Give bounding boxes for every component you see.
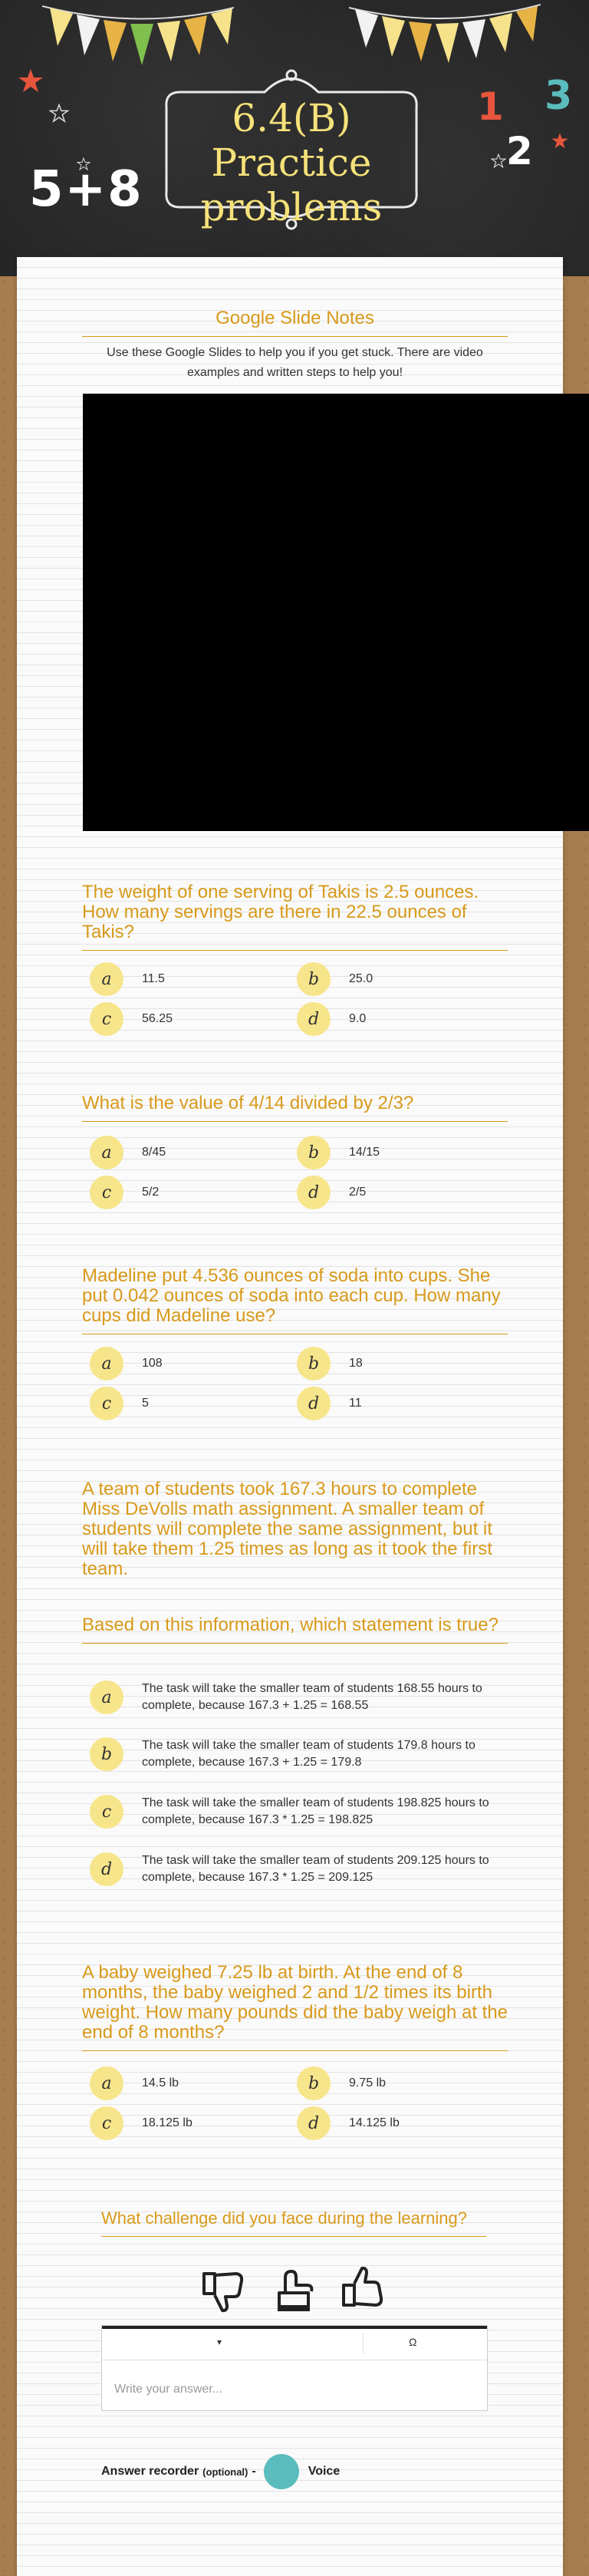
star-outline-icon <box>491 153 506 169</box>
q1-option-d[interactable] <box>297 1002 366 1036</box>
q4-option-c[interactable] <box>90 1795 502 1829</box>
page-title <box>150 96 433 229</box>
option-letter-badge: c <box>90 1387 123 1420</box>
thumbs-sideways-icon[interactable] <box>268 2262 322 2314</box>
q5-option-c[interactable] <box>90 2106 192 2140</box>
option-letter-badge: b <box>297 962 331 996</box>
star-icon <box>551 132 569 150</box>
option-letter-badge: d <box>297 1176 331 1209</box>
question-4-intro: A team of students took 167.3 hours to complete Miss DeVolls math assignment. A smaller team of students will complete the same assignment, but it will take them 1.25 times as long as it took the first team. <box>82 1479 492 1579</box>
option-letter-badge: d <box>297 2106 331 2140</box>
option-letter-badge: b <box>297 2066 331 2100</box>
page-title-line2: problems <box>200 185 383 229</box>
q4-option-b[interactable] <box>90 1737 502 1771</box>
star-outline-icon <box>49 104 69 124</box>
chalk-number-2: 2 <box>506 129 533 173</box>
option-text: 56.25 <box>142 1012 173 1025</box>
question-3-text: Madeline put 4.536 ounces of soda into cups. She put 0.042 ounces of soda into each cup. How many cups did Madeline use? <box>82 1266 508 1334</box>
answer-recorder <box>101 2454 340 2489</box>
option-text: 14.125 lb <box>349 2116 400 2129</box>
reflection-question: What challenge did you face during the learning? <box>101 2208 486 2237</box>
q3-option-d[interactable] <box>297 1387 362 1420</box>
recorder-optional-label: (optional) <box>202 2466 248 2478</box>
option-text: 18.125 lb <box>142 2116 192 2129</box>
option-text: The task will take the smaller team of students 209.125 hours to complete, because 167.3 * 1.25 = 209.125 <box>142 1854 489 1884</box>
option-text: 14/15 <box>349 1146 380 1159</box>
q3-option-b[interactable] <box>297 1347 363 1380</box>
thumbs-up-icon[interactable] <box>337 2265 391 2311</box>
chalkboard-header <box>0 0 589 276</box>
option-letter-badge: b <box>297 1347 331 1380</box>
q4-option-a[interactable] <box>90 1681 502 1714</box>
q3-option-a[interactable] <box>90 1347 163 1380</box>
google-slides-embed[interactable] <box>83 394 589 831</box>
q4-option-d[interactable] <box>90 1852 502 1886</box>
q1-option-c[interactable] <box>90 1002 173 1036</box>
voice-label: Voice <box>308 2465 341 2478</box>
option-text: 9.0 <box>349 1012 367 1025</box>
q5-option-a[interactable] <box>90 2066 179 2100</box>
option-letter-badge: b <box>90 1737 123 1771</box>
option-text: 11.5 <box>142 972 165 985</box>
answer-input[interactable]: Write your answer... <box>114 2383 223 2396</box>
question-4-text: Based on this information, which statement is true? <box>82 1615 508 1644</box>
q5-option-b[interactable] <box>297 2066 386 2100</box>
option-text: 5 <box>142 1397 149 1410</box>
chalk-number-3: 3 <box>545 73 573 119</box>
voice-record-button[interactable] <box>264 2454 299 2489</box>
option-letter-badge: c <box>90 1002 123 1036</box>
option-letter-badge: d <box>90 1852 123 1886</box>
option-letter-badge: a <box>90 962 123 996</box>
chalk-number-1: 1 <box>477 84 504 129</box>
option-text: The task will take the smaller team of students 179.8 hours to complete, because 167.3 + 1.25 = 179.8 <box>142 1739 475 1769</box>
option-letter-badge: c <box>90 2106 123 2140</box>
slides-description: Use these Google Slides to help you if you get stuck. There are video examples and written steps to help you! <box>107 346 483 379</box>
option-text: 25.0 <box>349 972 373 985</box>
option-letter-badge: a <box>90 1681 123 1714</box>
option-letter-badge: d <box>297 1387 331 1420</box>
option-letter-badge: b <box>297 1136 331 1169</box>
page-title-line1: 6.4(B) Practice <box>211 96 372 185</box>
option-letter-badge: c <box>90 1176 123 1209</box>
recorder-label: Answer recorder <box>101 2465 199 2478</box>
answer-editor <box>101 2325 488 2411</box>
question-2-text: What is the value of 4/14 divided by 2/3? <box>82 1093 508 1122</box>
q3-option-c[interactable] <box>90 1387 149 1420</box>
question-1-text: The weight of one serving of Takis is 2.5 ounces. How many servings are there in 22.5 ounces of Takis? <box>82 882 508 951</box>
q2-option-d[interactable] <box>297 1176 366 1209</box>
slides-title: Google Slide Notes <box>82 308 508 337</box>
q1-option-a[interactable] <box>90 962 165 996</box>
question-5-text: A baby weighed 7.25 lb at birth. At the end of 8 months, the baby weighed 2 and 1/2 times its birth weight. How many pounds did the baby weigh at the end of 8 months? <box>82 1963 508 2051</box>
option-text: The task will take the smaller team of students 198.825 hours to complete, because 167.3 * 1.25 = 198.825 <box>142 1796 489 1826</box>
editor-toolbar <box>102 2326 487 2360</box>
option-letter-badge: a <box>90 1347 123 1380</box>
option-text: 14.5 lb <box>142 2076 179 2089</box>
option-text: 8/45 <box>142 1146 166 1159</box>
star-icon <box>17 68 44 95</box>
special-characters-icon[interactable]: Ω <box>409 2336 417 2348</box>
chalk-math-text: 5+8 <box>29 161 143 218</box>
option-text: 5/2 <box>142 1186 160 1199</box>
option-text: 18 <box>349 1357 363 1370</box>
q1-option-b[interactable] <box>297 962 373 996</box>
option-letter-badge: a <box>90 2066 123 2100</box>
toolbar-divider <box>363 2334 364 2353</box>
q5-option-d[interactable] <box>297 2106 400 2140</box>
thumbs-down-icon[interactable] <box>198 2268 252 2314</box>
option-text: 11 <box>349 1397 362 1410</box>
q2-option-b[interactable] <box>297 1136 380 1169</box>
format-dropdown-icon[interactable]: ▾ <box>217 2337 222 2347</box>
option-letter-badge: a <box>90 1136 123 1169</box>
option-letter-badge: d <box>297 1002 331 1036</box>
option-letter-badge: c <box>90 1795 123 1829</box>
option-text: 9.75 lb <box>349 2076 387 2089</box>
option-text: 108 <box>142 1357 163 1370</box>
option-text: 2/5 <box>349 1186 367 1199</box>
option-text: The task will take the smaller team of students 168.55 hours to complete, because 167.3 + 1.25 = 168.55 <box>142 1682 482 1712</box>
q2-option-a[interactable] <box>90 1136 166 1169</box>
q2-option-c[interactable] <box>90 1176 159 1209</box>
recorder-dash: - <box>252 2465 256 2478</box>
